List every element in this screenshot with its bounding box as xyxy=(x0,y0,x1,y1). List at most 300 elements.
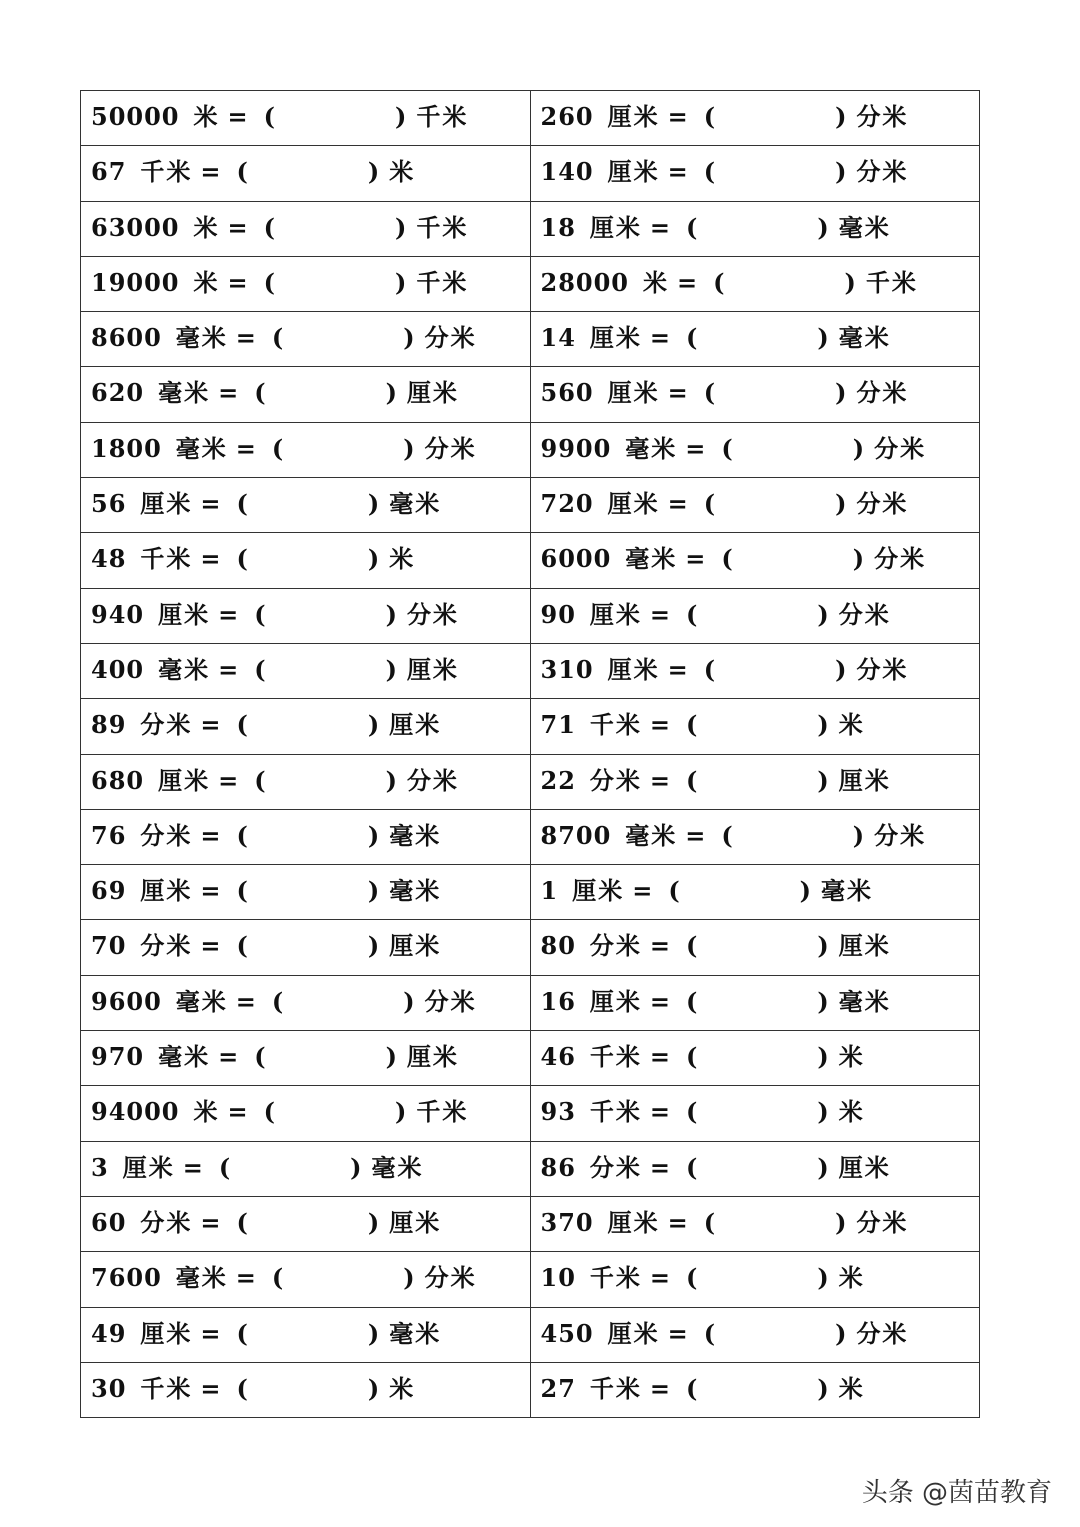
problem-line xyxy=(91,373,524,408)
problem-line xyxy=(541,152,974,187)
problem-from-unit: 毫米 xyxy=(158,654,211,684)
equals-sign: = xyxy=(200,931,221,961)
problem-target-unit: 分米 xyxy=(874,433,927,463)
open-paren: ( xyxy=(703,1207,716,1237)
close-paren: ) xyxy=(385,654,397,684)
problem-line xyxy=(541,1314,974,1349)
problem-from-unit: 千米 xyxy=(589,1373,642,1403)
problem-line xyxy=(91,1148,524,1183)
problem-line xyxy=(541,705,974,740)
open-paren: ( xyxy=(236,876,248,906)
close-paren: ) xyxy=(403,433,415,463)
problem-from-unit: 厘米 xyxy=(572,876,625,906)
worksheet-row xyxy=(81,422,980,477)
open-paren: ( xyxy=(236,157,248,187)
equals-sign: = xyxy=(649,323,671,353)
equals-sign: = xyxy=(649,986,671,1016)
equals-sign: = xyxy=(227,212,248,242)
problem-target-unit: 分米 xyxy=(874,820,927,850)
close-paren: ) xyxy=(817,1263,829,1293)
problem-value: 19000 xyxy=(91,267,180,297)
problem-line xyxy=(541,1369,974,1404)
close-paren: ) xyxy=(835,157,847,187)
problem-target-unit: 分米 xyxy=(856,1207,909,1237)
equals-sign: = xyxy=(685,544,706,574)
problem-line xyxy=(91,208,524,243)
problem-cell xyxy=(81,1252,531,1307)
problem-cell xyxy=(530,1031,980,1086)
problem-value: 27 xyxy=(540,1373,576,1403)
close-paren: ) xyxy=(835,378,847,408)
problem-target-unit: 米 xyxy=(838,1373,865,1403)
worksheet-row xyxy=(81,699,980,754)
problem-line xyxy=(541,1258,974,1293)
problem-value: 50000 xyxy=(91,102,180,131)
problem-value: 3 xyxy=(91,1152,109,1182)
problem-target-unit: 分米 xyxy=(856,1318,909,1348)
problem-cell xyxy=(81,865,531,920)
worksheet-row xyxy=(81,1252,980,1307)
problem-target-unit: 米 xyxy=(838,1097,865,1127)
problem-value: 60 xyxy=(91,1207,127,1237)
problem-from-unit: 米 xyxy=(643,267,669,297)
problem-target-unit: 毫米 xyxy=(371,1152,424,1182)
equals-sign: = xyxy=(649,1263,671,1293)
problem-value: 9600 xyxy=(91,986,162,1016)
problem-cell xyxy=(530,920,980,975)
equals-sign: = xyxy=(685,433,706,463)
close-paren: ) xyxy=(367,544,380,574)
open-paren: ( xyxy=(703,654,716,684)
close-paren: ) xyxy=(817,986,829,1016)
open-paren: ( xyxy=(254,765,266,795)
problem-cell xyxy=(530,754,980,809)
problem-target-unit: 千米 xyxy=(865,267,918,297)
problem-cell xyxy=(81,91,531,146)
equals-sign: = xyxy=(227,102,248,131)
problem-line xyxy=(91,1037,524,1072)
worksheet-row xyxy=(81,478,980,533)
equals-sign: = xyxy=(235,1263,256,1293)
equals-sign: = xyxy=(182,1152,203,1182)
equals-sign: = xyxy=(667,1207,688,1237)
problem-target-unit: 分米 xyxy=(856,102,909,131)
problem-cell xyxy=(81,422,531,477)
close-paren: ) xyxy=(817,1042,829,1072)
problem-value: 1800 xyxy=(91,433,162,463)
close-paren: ) xyxy=(852,433,865,463)
problem-line xyxy=(541,926,974,961)
equals-sign: = xyxy=(649,710,671,740)
problem-from-unit: 厘米 xyxy=(122,1152,175,1182)
open-paren: ( xyxy=(686,599,698,629)
open-paren: ( xyxy=(271,1263,284,1293)
problem-value: 620 xyxy=(91,378,145,408)
problem-value: 940 xyxy=(91,599,145,629)
problem-from-unit: 米 xyxy=(193,267,220,297)
problem-value: 30 xyxy=(91,1373,127,1403)
problem-line xyxy=(541,1148,974,1183)
close-paren: ) xyxy=(367,157,380,187)
problem-value: 22 xyxy=(540,765,576,795)
open-paren: ( xyxy=(721,544,733,574)
problem-from-unit: 毫米 xyxy=(625,433,678,463)
worksheet-row xyxy=(81,809,980,864)
problem-from-unit: 厘米 xyxy=(607,1207,660,1237)
problem-cell xyxy=(530,1196,980,1251)
worksheet-row xyxy=(81,201,980,256)
problem-from-unit: 厘米 xyxy=(607,157,660,187)
open-paren: ( xyxy=(263,267,275,297)
open-paren: ( xyxy=(703,378,716,408)
equals-sign: = xyxy=(667,378,688,408)
problem-from-unit: 米 xyxy=(193,212,220,242)
problem-value: 8600 xyxy=(91,323,162,353)
problem-from-unit: 千米 xyxy=(589,1042,642,1072)
problem-target-unit: 毫米 xyxy=(389,876,442,906)
problem-cell xyxy=(81,1196,531,1251)
close-paren: ) xyxy=(817,1152,829,1182)
worksheet-row xyxy=(81,367,980,422)
problem-line xyxy=(91,650,524,685)
close-paren: ) xyxy=(350,1152,362,1182)
problem-from-unit: 千米 xyxy=(140,544,193,574)
problem-from-unit: 厘米 xyxy=(140,876,193,906)
problem-target-unit: 分米 xyxy=(856,378,909,408)
open-paren: ( xyxy=(686,1152,698,1182)
open-paren: ( xyxy=(254,1042,266,1072)
problem-line xyxy=(541,761,974,796)
problem-value: 14 xyxy=(540,323,576,353)
problem-target-unit: 千米 xyxy=(416,1097,469,1127)
open-paren: ( xyxy=(686,323,698,353)
problem-line xyxy=(91,1258,524,1293)
close-paren: ) xyxy=(367,876,380,906)
equals-sign: = xyxy=(200,1373,221,1403)
problem-line xyxy=(91,263,524,298)
equals-sign: = xyxy=(649,765,671,795)
problem-value: 94000 xyxy=(91,1097,180,1127)
problem-line xyxy=(541,208,974,243)
problem-from-unit: 毫米 xyxy=(175,323,228,353)
problem-cell xyxy=(530,643,980,698)
problem-target-unit: 厘米 xyxy=(838,1152,891,1182)
close-paren: ) xyxy=(835,654,847,684)
problem-value: 18 xyxy=(540,212,576,242)
problem-cell xyxy=(81,975,531,1030)
close-paren: ) xyxy=(403,986,415,1016)
equals-sign: = xyxy=(227,1097,248,1127)
problem-target-unit: 千米 xyxy=(416,212,469,242)
close-paren: ) xyxy=(394,102,407,131)
problem-cell xyxy=(530,367,980,422)
close-paren: ) xyxy=(367,931,380,961)
problem-target-unit: 分米 xyxy=(424,433,477,463)
problem-cell xyxy=(530,478,980,533)
open-paren: ( xyxy=(703,102,716,131)
problem-cell xyxy=(530,533,980,588)
problem-line xyxy=(91,152,524,187)
open-paren: ( xyxy=(263,212,275,242)
problem-value: 450 xyxy=(540,1318,594,1348)
problem-value: 370 xyxy=(540,1207,594,1237)
problem-target-unit: 分米 xyxy=(838,599,891,629)
problem-target-unit: 毫米 xyxy=(821,876,874,906)
problem-target-unit: 分米 xyxy=(406,765,459,795)
problem-cell xyxy=(530,809,980,864)
problem-value: 89 xyxy=(91,710,127,740)
worksheet-row xyxy=(81,1307,980,1362)
close-paren: ) xyxy=(817,710,829,740)
problem-value: 93 xyxy=(540,1097,576,1127)
close-paren: ) xyxy=(367,820,380,850)
problem-line xyxy=(541,97,974,132)
close-paren: ) xyxy=(852,820,865,850)
problem-from-unit: 厘米 xyxy=(158,765,211,795)
problem-cell xyxy=(530,1141,980,1196)
worksheet-row xyxy=(81,256,980,311)
equals-sign: = xyxy=(649,1373,671,1403)
equals-sign: = xyxy=(677,267,698,297)
problem-from-unit: 毫米 xyxy=(625,820,678,850)
problem-from-unit: 米 xyxy=(193,1097,220,1127)
problem-from-unit: 分米 xyxy=(140,931,193,961)
close-paren: ) xyxy=(817,1373,829,1403)
equals-sign: = xyxy=(200,876,221,906)
equals-sign: = xyxy=(667,1318,688,1348)
open-paren: ( xyxy=(254,378,266,408)
problem-target-unit: 毫米 xyxy=(389,1318,442,1348)
problem-value: 70 xyxy=(91,931,127,961)
problem-target-unit: 分米 xyxy=(406,599,459,629)
problem-target-unit: 米 xyxy=(389,1373,416,1403)
open-paren: ( xyxy=(271,323,284,353)
problem-from-unit: 厘米 xyxy=(607,489,660,519)
problem-cell xyxy=(81,1031,531,1086)
problem-cell xyxy=(81,256,531,311)
problem-target-unit: 厘米 xyxy=(389,1207,442,1237)
problem-line xyxy=(91,1203,524,1238)
problem-from-unit: 毫米 xyxy=(175,433,228,463)
problem-value: 90 xyxy=(540,599,576,629)
problem-target-unit: 厘米 xyxy=(406,654,459,684)
problem-value: 10 xyxy=(540,1263,576,1293)
problem-from-unit: 千米 xyxy=(589,710,642,740)
equals-sign: = xyxy=(235,323,256,353)
problem-cell xyxy=(81,809,531,864)
problem-line xyxy=(541,429,974,464)
problem-cell xyxy=(530,256,980,311)
open-paren: ( xyxy=(686,212,698,242)
problem-line xyxy=(541,373,974,408)
open-paren: ( xyxy=(218,1152,231,1182)
problem-from-unit: 米 xyxy=(193,102,220,131)
equals-sign: = xyxy=(200,820,221,850)
problem-cell xyxy=(530,1307,980,1362)
problem-target-unit: 米 xyxy=(838,1263,865,1293)
problem-line xyxy=(91,97,524,132)
problem-cell xyxy=(81,1362,531,1417)
open-paren: ( xyxy=(686,1263,698,1293)
open-paren: ( xyxy=(236,1373,248,1403)
close-paren: ) xyxy=(799,876,812,906)
open-paren: ( xyxy=(263,102,275,131)
problem-from-unit: 毫米 xyxy=(175,1263,228,1293)
problem-value: 400 xyxy=(91,654,145,684)
problem-target-unit: 厘米 xyxy=(838,765,891,795)
close-paren: ) xyxy=(817,765,829,795)
problem-target-unit: 毫米 xyxy=(838,986,891,1016)
problem-target-unit: 米 xyxy=(838,1042,865,1072)
problem-line xyxy=(91,926,524,961)
equals-sign: = xyxy=(649,1042,671,1072)
problem-from-unit: 厘米 xyxy=(607,102,660,131)
open-paren: ( xyxy=(703,157,716,187)
worksheet-row xyxy=(81,588,980,643)
problem-cell xyxy=(530,146,980,201)
equals-sign: = xyxy=(667,654,688,684)
open-paren: ( xyxy=(713,267,725,297)
equals-sign: = xyxy=(649,1097,671,1127)
problem-target-unit: 毫米 xyxy=(389,820,442,850)
worksheet-row xyxy=(81,146,980,201)
problem-value: 86 xyxy=(540,1152,576,1182)
worksheet-row xyxy=(81,91,980,146)
problem-line xyxy=(541,816,974,851)
open-paren: ( xyxy=(686,986,698,1016)
problem-target-unit: 分米 xyxy=(424,986,477,1016)
problem-cell xyxy=(81,533,531,588)
close-paren: ) xyxy=(817,1097,829,1127)
worksheet-row xyxy=(81,1362,980,1417)
problem-from-unit: 分米 xyxy=(140,710,193,740)
close-paren: ) xyxy=(835,489,847,519)
problem-value: 140 xyxy=(540,157,594,187)
equals-sign: = xyxy=(235,433,256,463)
problem-from-unit: 毫米 xyxy=(625,544,678,574)
problem-line xyxy=(91,429,524,464)
close-paren: ) xyxy=(385,1042,397,1072)
equals-sign: = xyxy=(218,599,239,629)
problem-from-unit: 千米 xyxy=(589,1263,642,1293)
problem-line xyxy=(91,1314,524,1349)
open-paren: ( xyxy=(686,1042,698,1072)
equals-sign: = xyxy=(218,765,239,795)
problem-cell xyxy=(81,699,531,754)
problem-cell xyxy=(530,201,980,256)
open-paren: ( xyxy=(686,1097,698,1127)
equals-sign: = xyxy=(200,489,221,519)
problem-from-unit: 分米 xyxy=(589,765,642,795)
problem-from-unit: 厘米 xyxy=(140,489,193,519)
equals-sign: = xyxy=(200,1318,221,1348)
problem-value: 76 xyxy=(91,820,127,850)
problem-line xyxy=(541,595,974,630)
worksheet-row xyxy=(81,1141,980,1196)
problem-from-unit: 千米 xyxy=(140,157,193,187)
worksheet-row xyxy=(81,975,980,1030)
problem-line xyxy=(541,1203,974,1238)
open-paren: ( xyxy=(686,765,698,795)
worksheet-row xyxy=(81,1196,980,1251)
problem-cell xyxy=(81,1086,531,1141)
problem-cell xyxy=(530,422,980,477)
problem-line xyxy=(91,982,524,1017)
problem-target-unit: 厘米 xyxy=(406,1042,459,1072)
equals-sign: = xyxy=(200,157,221,187)
close-paren: ) xyxy=(403,323,415,353)
worksheet-row xyxy=(81,920,980,975)
problem-value: 16 xyxy=(540,986,576,1016)
problem-target-unit: 分米 xyxy=(856,654,909,684)
close-paren: ) xyxy=(367,710,380,740)
close-paren: ) xyxy=(835,1318,847,1348)
problem-from-unit: 厘米 xyxy=(589,599,642,629)
problem-cell xyxy=(530,312,980,367)
problem-from-unit: 分米 xyxy=(589,1152,642,1182)
open-paren: ( xyxy=(254,654,266,684)
problem-from-unit: 千米 xyxy=(589,1097,642,1127)
problem-cell xyxy=(81,920,531,975)
problem-from-unit: 千米 xyxy=(140,1373,193,1403)
problem-target-unit: 毫米 xyxy=(389,489,442,519)
problem-value: 63000 xyxy=(91,212,180,242)
equals-sign: = xyxy=(200,544,221,574)
equals-sign: = xyxy=(218,1042,239,1072)
problem-target-unit: 分米 xyxy=(424,323,477,353)
problem-line xyxy=(91,1369,524,1404)
close-paren: ) xyxy=(835,102,847,131)
problem-target-unit: 分米 xyxy=(856,489,909,519)
problem-from-unit: 厘米 xyxy=(607,1318,660,1348)
close-paren: ) xyxy=(385,378,397,408)
problem-line xyxy=(91,761,524,796)
equals-sign: = xyxy=(649,599,671,629)
problem-value: 560 xyxy=(540,378,594,408)
problem-line xyxy=(541,318,974,353)
open-paren: ( xyxy=(686,710,698,740)
problem-cell xyxy=(530,865,980,920)
problem-cell xyxy=(530,1086,980,1141)
problem-line xyxy=(541,982,974,1017)
problem-target-unit: 厘米 xyxy=(406,378,459,408)
equals-sign: = xyxy=(235,986,256,1016)
worksheet-row xyxy=(81,312,980,367)
open-paren: ( xyxy=(236,1207,248,1237)
conversion-worksheet-table xyxy=(80,90,980,1418)
open-paren: ( xyxy=(236,1318,248,1348)
open-paren: ( xyxy=(236,820,248,850)
equals-sign: = xyxy=(632,876,653,906)
problem-value: 310 xyxy=(540,654,594,684)
problem-line xyxy=(91,484,524,519)
worksheet-row xyxy=(81,1086,980,1141)
worksheet-body xyxy=(81,91,980,1418)
problem-from-unit: 厘米 xyxy=(140,1318,193,1348)
problem-cell xyxy=(81,201,531,256)
problem-from-unit: 毫米 xyxy=(158,378,211,408)
problem-from-unit: 分米 xyxy=(140,1207,193,1237)
problem-cell xyxy=(81,754,531,809)
problem-value: 970 xyxy=(91,1042,145,1072)
open-paren: ( xyxy=(236,931,248,961)
problem-cell xyxy=(81,312,531,367)
problem-line xyxy=(541,1037,974,1072)
problem-line xyxy=(91,705,524,740)
problem-value: 80 xyxy=(540,931,576,961)
open-paren: ( xyxy=(686,1373,698,1403)
problem-line xyxy=(91,816,524,851)
